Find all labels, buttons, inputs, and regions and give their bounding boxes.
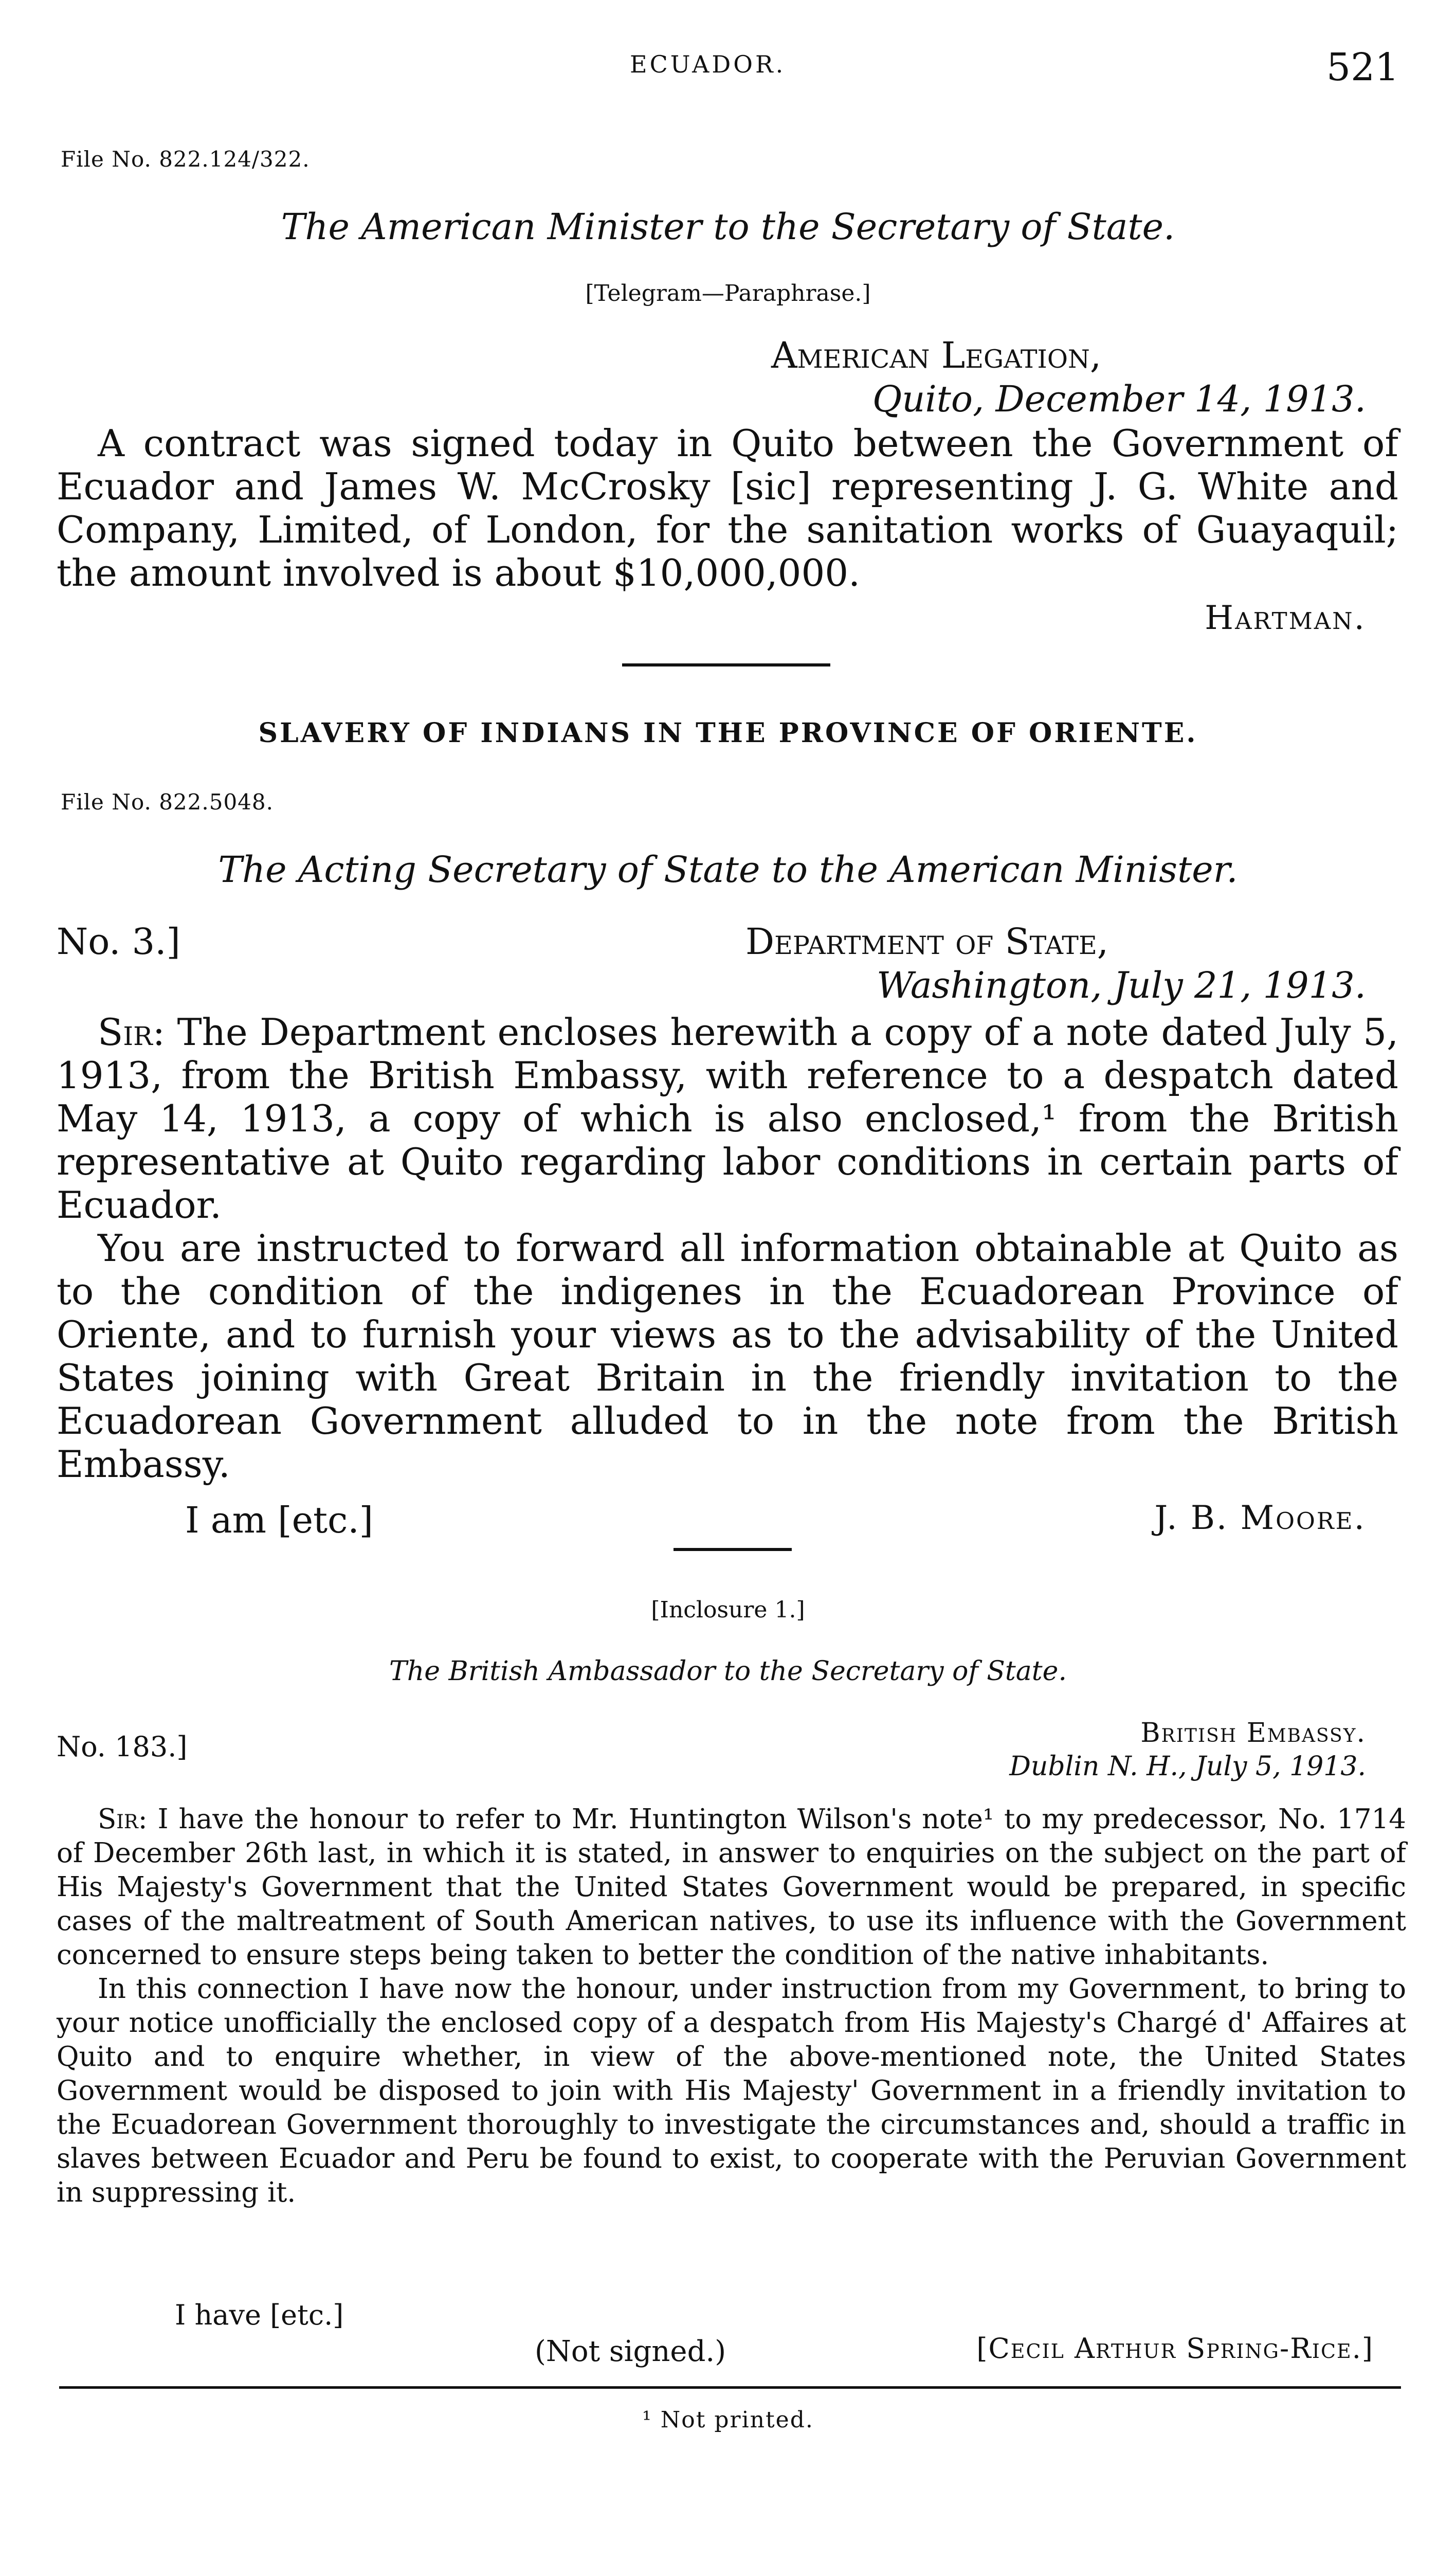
dateline-date: Washington, July 21, 1913.	[876, 964, 1366, 1006]
paragraph: You are instructed to forward all information obtainable at Quito as to the condition of the indigenes in the Ecuadorean Province of Oriente, and to furnish your views as to the advisability of the United States joining with Great Britain in the friendly invitation to the Ecuadorean Government alluded to in the note from the British Embassy.	[57, 1227, 1398, 1486]
salutation: Sir:	[98, 1804, 148, 1835]
signature: Hartman.	[1205, 599, 1366, 637]
salutation: Sir:	[98, 1011, 165, 1054]
divider	[674, 1548, 792, 1551]
closing: I am [etc.]	[185, 1499, 373, 1541]
paragraph-text: I have the honour to refer to Mr. Huntington Wilson's note¹ to my predecessor, No. 1714 of December 26th last, in which it is stated, in answer to enquiries on the subject on the part of His Majesty's Government that the United States Government would be prepared, in specific cases of the maltreatment of South American natives, to use its influence with the Government concerned to ensure steps being taken to better the condition of the native inhabitants.	[57, 1804, 1407, 1971]
document-body	[57, 1803, 1406, 2210]
footnote: ¹ Not printed.	[642, 2407, 814, 2433]
document-note: [Telegram—Paraphrase.]	[585, 280, 871, 307]
dateline-place: Department of State,	[745, 921, 1109, 963]
dateline-date: Dublin N. H., July 5, 1913.	[1009, 1751, 1366, 1782]
document-number: No. 3.]	[57, 921, 180, 963]
file-number: File No. 822.5048.	[61, 789, 274, 815]
dateline-place: British Embassy.	[1140, 1718, 1366, 1749]
paragraph: In this connection I have now the honour, under instruction from my Government, to bring to your notice unofficially the enclosed copy of a despatch from His Majesty's Chargé d' Affaires at Quito and to enquire whether, in view of the above-mentioned note, the United States Government would be disposed to join with His Majesty' Government in a friendly invitation to the Ecuadorean Government thoroughly to investigate the circumstances and, should a traffic in slaves between Ecuador and Peru be found to exist, to cooperate with the Peruvian Government in suppressing it.	[57, 1973, 1406, 2208]
document-body	[57, 422, 1398, 594]
paragraph	[57, 1803, 1406, 1972]
paragraph-text: The Department encloses herewith a copy of a note dated July 5, 1913, from the British Embassy, with reference to a despatch dated May 14, 1913, a copy of which is also enclosed,¹ from the British representative at Quito regarding labor conditions in certain parts of Ecuador.	[57, 1011, 1398, 1227]
inclosure-label: [Inclosure 1.]	[651, 1597, 805, 1623]
dateline-place: American Legation,	[771, 334, 1102, 376]
not-signed-note: (Not signed.)	[535, 2335, 726, 2368]
signature: J. B. Moore.	[1154, 1499, 1366, 1537]
divider	[622, 663, 830, 666]
footnote-rule	[59, 2386, 1401, 2389]
file-number: File No. 822.124/322.	[61, 147, 310, 172]
closing: I have [etc.]	[175, 2299, 344, 2331]
signature: [Cecil Arthur Spring-Rice.]	[976, 2332, 1374, 2365]
section-title: SLAVERY OF INDIANS IN THE PROVINCE OF ORIENTE.	[258, 717, 1198, 749]
document-title: The American Minister to the Secretary of State.	[281, 206, 1175, 248]
running-title: ECUADOR.	[630, 50, 786, 78]
document-body	[57, 1011, 1398, 1486]
document-title: The Acting Secretary of State to the American Minister.	[218, 849, 1238, 891]
dateline-date: Quito, December 14, 1913.	[872, 378, 1366, 420]
paragraph: A contract was signed today in Quito between the Government of Ecuador and James W. McCrosky [sic] representing J. G. White and Company, Limited, of London, for the sanitation works of Guayaquil; the amount involved is about $10,000,000.	[57, 422, 1398, 594]
document-title: The British Ambassador to the Secretary of State.	[389, 1656, 1067, 1687]
paragraph	[57, 1011, 1398, 1227]
document-number: No. 183.]	[57, 1731, 188, 1763]
page-number: 521	[1326, 45, 1399, 89]
